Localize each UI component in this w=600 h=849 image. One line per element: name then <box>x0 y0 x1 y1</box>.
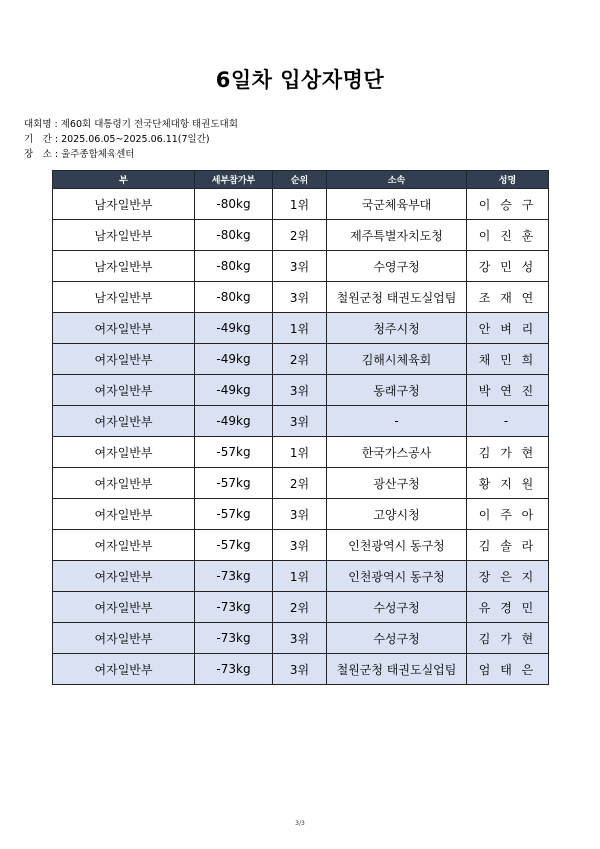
table-row <box>53 561 549 592</box>
cell-rank: 1위 <box>273 189 327 220</box>
cell-division: 여자일반부 <box>53 313 195 344</box>
info-row-venue <box>24 147 238 162</box>
cell-rank: 2위 <box>273 220 327 251</box>
cell-division: 여자일반부 <box>53 592 195 623</box>
cell-rank: 2위 <box>273 592 327 623</box>
table-row <box>53 654 549 685</box>
cell-team: - <box>327 406 467 437</box>
info-label: 장 소 <box>24 149 52 160</box>
cell-division: 남자일반부 <box>53 251 195 282</box>
cell-name: 황 지 원 <box>467 468 549 499</box>
table-row <box>53 313 549 344</box>
results-table <box>52 170 549 685</box>
cell-name: 김 가 현 <box>467 623 549 654</box>
cell-division: 여자일반부 <box>53 561 195 592</box>
cell-team: 김해시체육회 <box>327 344 467 375</box>
info-separator: : <box>54 134 59 145</box>
cell-weight-class: -73kg <box>195 654 273 685</box>
cell-name: 채 민 희 <box>467 344 549 375</box>
cell-weight-class: -49kg <box>195 406 273 437</box>
cell-team: 수성구청 <box>327 623 467 654</box>
table-row <box>53 344 549 375</box>
cell-name: 안 벼 리 <box>467 313 549 344</box>
cell-division: 여자일반부 <box>53 468 195 499</box>
table-row <box>53 468 549 499</box>
table-row <box>53 530 549 561</box>
header-division: 부 <box>53 171 195 189</box>
cell-rank: 3위 <box>273 623 327 654</box>
cell-rank: 3위 <box>273 406 327 437</box>
cell-weight-class: -80kg <box>195 189 273 220</box>
table-row <box>53 592 549 623</box>
cell-weight-class: -57kg <box>195 530 273 561</box>
cell-division: 남자일반부 <box>53 282 195 313</box>
cell-team: 철원군청 태권도실업팀 <box>327 654 467 685</box>
cell-rank: 3위 <box>273 654 327 685</box>
cell-rank: 1위 <box>273 561 327 592</box>
cell-division: 여자일반부 <box>53 437 195 468</box>
cell-name: 유 경 민 <box>467 592 549 623</box>
cell-team: 수영구청 <box>327 251 467 282</box>
header-weight-class: 세부참가부 <box>195 171 273 189</box>
cell-weight-class: -80kg <box>195 220 273 251</box>
cell-rank: 3위 <box>273 282 327 313</box>
cell-team: 동래구청 <box>327 375 467 406</box>
table-row <box>53 282 549 313</box>
cell-division: 여자일반부 <box>53 375 195 406</box>
cell-rank: 3위 <box>273 499 327 530</box>
cell-rank: 3위 <box>273 375 327 406</box>
cell-name: 이 승 구 <box>467 189 549 220</box>
cell-name: 박 연 진 <box>467 375 549 406</box>
cell-name: 조 재 연 <box>467 282 549 313</box>
table-row <box>53 220 549 251</box>
header-name: 성명 <box>467 171 549 189</box>
cell-division: 여자일반부 <box>53 406 195 437</box>
cell-weight-class: -49kg <box>195 344 273 375</box>
cell-weight-class: -49kg <box>195 313 273 344</box>
cell-weight-class: -80kg <box>195 251 273 282</box>
cell-division: 남자일반부 <box>53 220 195 251</box>
cell-name: - <box>467 406 549 437</box>
table-row <box>53 406 549 437</box>
cell-division: 여자일반부 <box>53 499 195 530</box>
cell-name: 장 은 지 <box>467 561 549 592</box>
cell-weight-class: -57kg <box>195 468 273 499</box>
cell-team: 고양시청 <box>327 499 467 530</box>
cell-division: 남자일반부 <box>53 189 195 220</box>
cell-rank: 1위 <box>273 313 327 344</box>
cell-team: 광산구청 <box>327 468 467 499</box>
header-team: 소속 <box>327 171 467 189</box>
info-separator: : <box>54 149 59 160</box>
page-title: 6일차 입상자명단 <box>215 68 385 92</box>
cell-rank: 3위 <box>273 530 327 561</box>
cell-team: 인천광역시 동구청 <box>327 530 467 561</box>
info-label: 기 간 <box>24 134 52 145</box>
table-row <box>53 437 549 468</box>
cell-team: 국군체육부대 <box>327 189 467 220</box>
table-row <box>53 251 549 282</box>
cell-name: 엄 태 은 <box>467 654 549 685</box>
cell-rank: 3위 <box>273 251 327 282</box>
cell-weight-class: -73kg <box>195 592 273 623</box>
cell-team: 제주특별자치도청 <box>327 220 467 251</box>
info-value: 울주종합체육센터 <box>61 149 135 160</box>
cell-weight-class: -80kg <box>195 282 273 313</box>
page-number: 3/3 <box>295 820 305 827</box>
info-separator: : <box>54 119 58 130</box>
cell-name: 김 솔 라 <box>467 530 549 561</box>
results-body <box>53 189 549 685</box>
header-rank: 순위 <box>273 171 327 189</box>
cell-name: 김 가 현 <box>467 437 549 468</box>
cell-team: 청주시청 <box>327 313 467 344</box>
cell-name: 강 민 성 <box>467 251 549 282</box>
table-row <box>53 375 549 406</box>
cell-team: 철원군청 태권도실업팀 <box>327 282 467 313</box>
cell-rank: 2위 <box>273 468 327 499</box>
cell-rank: 2위 <box>273 344 327 375</box>
cell-team: 수성구청 <box>327 592 467 623</box>
cell-division: 여자일반부 <box>53 623 195 654</box>
table-row <box>53 189 549 220</box>
cell-team: 한국가스공사 <box>327 437 467 468</box>
info-value: 제60회 대통령기 전국단체대항 태권도대회 <box>60 119 238 130</box>
table-header-row <box>53 171 549 189</box>
table-row <box>53 623 549 654</box>
event-info <box>24 117 238 162</box>
cell-division: 여자일반부 <box>53 344 195 375</box>
cell-name: 이 진 훈 <box>467 220 549 251</box>
cell-name: 이 주 아 <box>467 499 549 530</box>
info-row-period <box>24 132 238 147</box>
cell-weight-class: -57kg <box>195 437 273 468</box>
cell-rank: 1위 <box>273 437 327 468</box>
cell-weight-class: -49kg <box>195 375 273 406</box>
info-value: 2025.06.05~2025.06.11(7일간) <box>61 134 210 145</box>
cell-weight-class: -73kg <box>195 561 273 592</box>
table-row <box>53 499 549 530</box>
info-label: 대회명 <box>24 119 52 130</box>
info-row-event-name <box>24 117 238 132</box>
cell-weight-class: -57kg <box>195 499 273 530</box>
cell-team: 인천광역시 동구청 <box>327 561 467 592</box>
cell-division: 여자일반부 <box>53 530 195 561</box>
cell-division: 여자일반부 <box>53 654 195 685</box>
cell-weight-class: -73kg <box>195 623 273 654</box>
